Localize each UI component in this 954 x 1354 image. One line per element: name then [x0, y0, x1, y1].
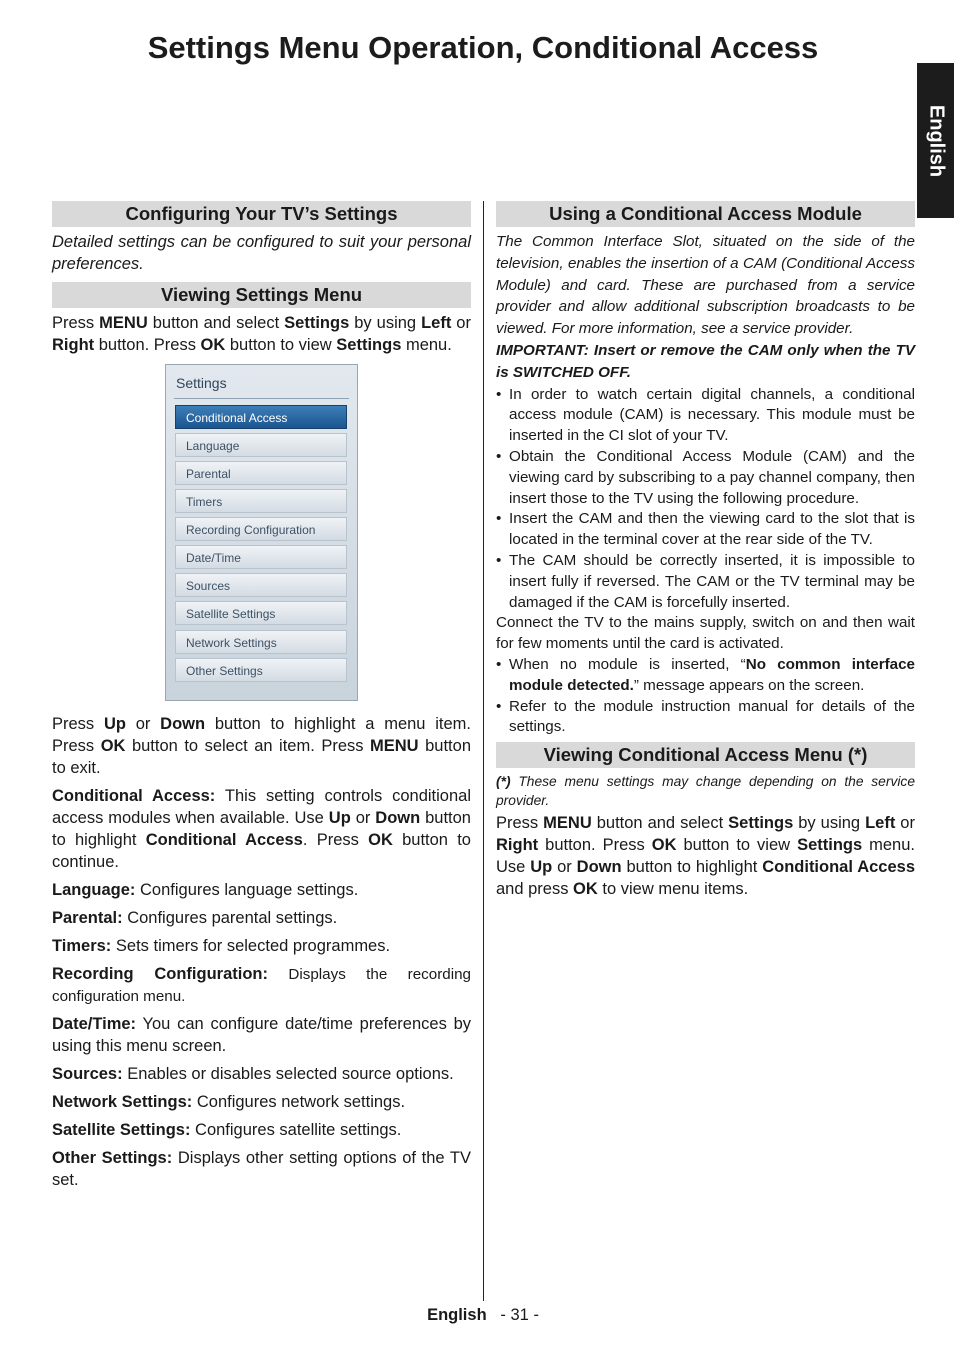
language-side-tab	[917, 63, 954, 218]
cam-bullet-item: • Obtain the Conditional Access Module (CAM) and the viewing card by subscribing to a pay channel company, then insert those to the TV using the following procedure.	[496, 447, 915, 509]
column-divider	[483, 201, 484, 1301]
screenshot-item-conditional-access: Conditional Access	[175, 405, 347, 429]
page-footer	[0, 1306, 954, 1325]
settings-menu-screenshot	[165, 364, 358, 701]
page-title: Settings Menu Operation, Conditional Access	[147, 30, 819, 65]
refer-manual-bullet: • Refer to the module instruction manual for details of the settings.	[496, 697, 915, 739]
cam-bullet-list-2	[496, 655, 915, 738]
sources-description: Sources: Enables or disables selected source options.	[52, 1065, 454, 1083]
navigation-paragraph: Press Up or Down button to highlight a menu item. Press OK button to select an item. Press MENU button to exit.	[52, 715, 472, 777]
section-heading-viewing-ca-menu: Viewing Conditional Access Menu (*)	[496, 742, 915, 768]
configuring-intro: Detailed settings can be configured to suit your personal preferences.	[52, 233, 471, 273]
language-description: Language: Configures language settings.	[52, 881, 359, 899]
cam-bullet-item: • In order to watch certain digital channels, a conditional access module (CAM) is necessary. This module must be inserted in the CI slot of your TV.	[496, 385, 915, 447]
screenshot-item-sources: Sources	[175, 573, 347, 597]
cam-connect-paragraph: Connect the TV to the mains supply, switch on and then wait for few moments until the card is activated.	[496, 614, 915, 653]
screenshot-item-satellite-settings: Satellite Settings	[175, 601, 347, 625]
screenshot-item-network-settings: Network Settings	[175, 630, 347, 654]
cam-intro: The Common Interface Slot, situated on the side of the television, enables the insertion of a CAM (Conditional Access Module) and card. These are purchased from a service provider and allow additional subscription broadcasts to be viewed. For more information, see a service provider.	[496, 233, 915, 338]
left-column	[52, 201, 471, 1197]
screenshot-item-other-settings: Other Settings	[175, 658, 347, 682]
screenshot-menu-title: Settings	[176, 375, 227, 391]
conditional-access-description: Conditional Access: This setting controls conditional access modules when available. Use Up or Down button to highlight Conditional Access. Press OK button to continue.	[52, 787, 472, 871]
section-heading-configuring: Configuring Your TV’s Settings	[52, 201, 471, 227]
satellite-settings-description: Satellite Settings: Configures satellite settings.	[52, 1121, 402, 1139]
cam-bullet-list	[496, 385, 915, 614]
screenshot-item-parental: Parental	[175, 461, 347, 485]
screenshot-item-recording-configuration: Recording Configuration	[175, 517, 347, 541]
cam-bullet-item: • Insert the CAM and then the viewing card to the slot that is located in the terminal cover at the rear side of the TV.	[496, 509, 915, 551]
recording-configuration-description: Recording Configuration: Displays the recording configuration menu.	[52, 965, 471, 1005]
screenshot-item-language: Language	[175, 433, 347, 457]
parental-description: Parental: Configures parental settings.	[52, 909, 338, 927]
screenshot-item-timers: Timers	[175, 489, 347, 513]
section-heading-viewing-settings: Viewing Settings Menu	[52, 282, 471, 308]
screenshot-item-date-time: Date/Time	[175, 545, 347, 569]
cam-important-note: IMPORTANT: Insert or remove the CAM only when the TV is SWITCHED OFF.	[496, 341, 915, 381]
no-module-bullet: • When no module is inserted, “No common interface module detected.” message appears on the screen.	[496, 655, 915, 697]
other-settings-description: Other Settings: Displays other setting options of the TV set.	[52, 1149, 471, 1189]
screenshot-title-divider	[174, 398, 349, 399]
date-time-description: Date/Time: You can configure date/time preferences by using this menu screen.	[52, 1015, 471, 1055]
right-column	[496, 201, 915, 900]
cam-bullet-item: • The CAM should be correctly inserted, it is impossible to insert fully if reversed. The CAM or the TV terminal may be damaged if the CAM is forcefully inserted.	[496, 551, 915, 613]
footer-language: English	[427, 1306, 487, 1324]
section-heading-cam: Using a Conditional Access Module	[496, 201, 915, 227]
service-provider-note: (*) These menu settings may change depending on the service provider.	[496, 774, 915, 809]
network-settings-description: Network Settings: Configures network settings.	[52, 1093, 406, 1111]
viewing-ca-paragraph: Press MENU button and select Settings by using Left or Right button. Press OK button to view Settings menu. Use Up or Down button to highlight Conditional Access and press OK to view menu items.	[496, 814, 916, 899]
language-side-tab-label: English	[925, 104, 947, 177]
page-number: - 31 -	[500, 1306, 539, 1324]
viewing-settings-paragraph: Press MENU button and select Settings by using Left or Right button. Press OK button to view Settings menu.	[52, 314, 471, 354]
timers-description: Timers: Sets timers for selected programmes.	[52, 937, 391, 955]
